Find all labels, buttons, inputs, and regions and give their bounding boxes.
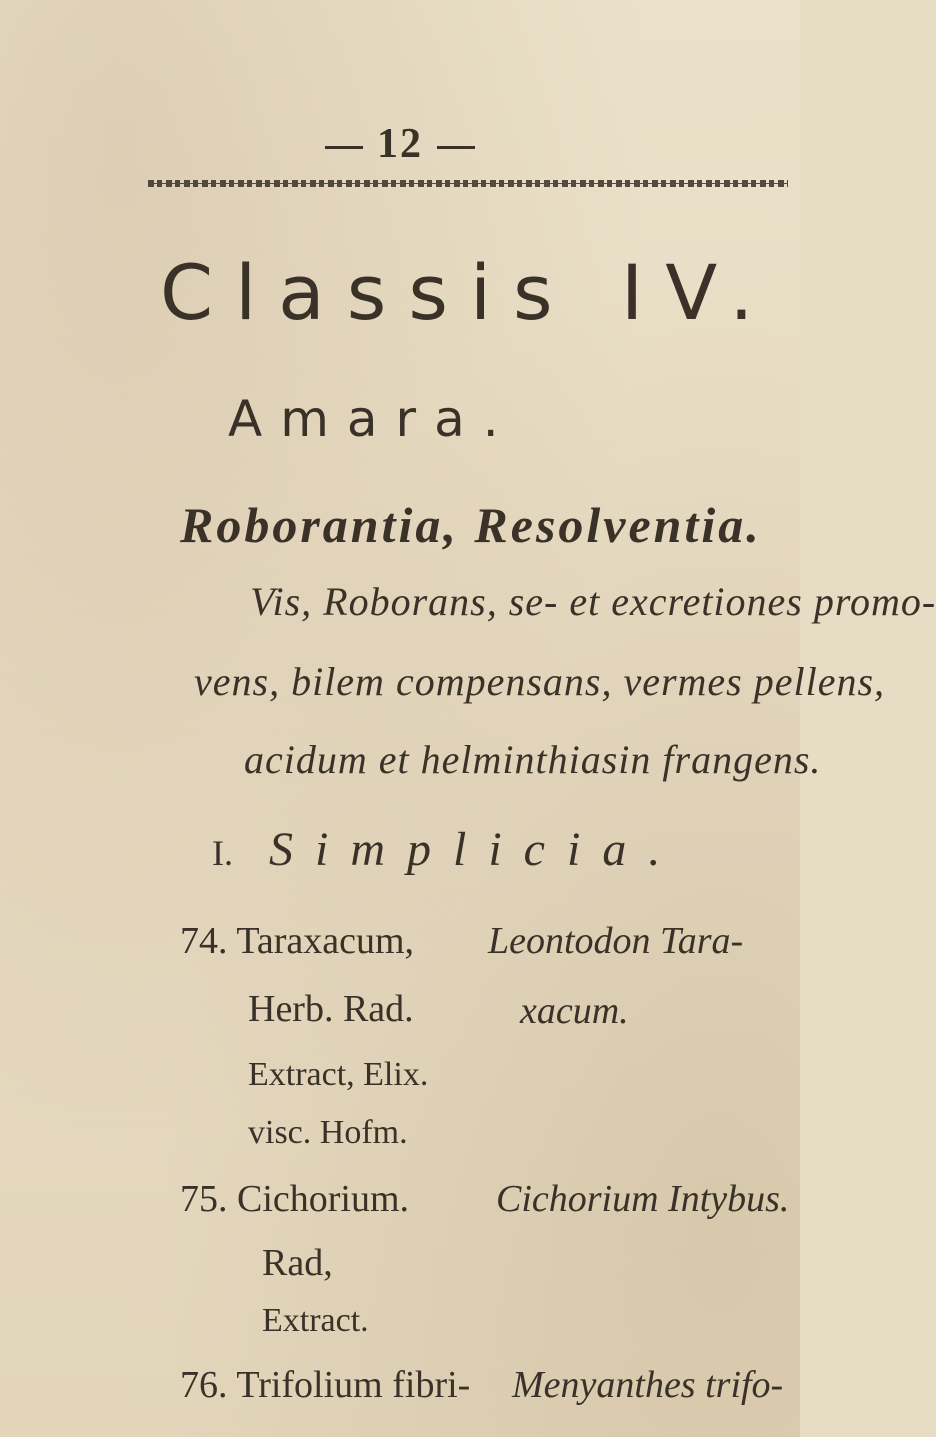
subsection-number: I. <box>212 833 233 873</box>
entry-75-line: Extract. <box>262 1302 369 1339</box>
subsection-heading <box>212 823 683 876</box>
ornamental-rule <box>148 180 788 187</box>
entry-74-line: Extract, Elix. <box>248 1056 429 1093</box>
entry-75-latin: Cichorium Intybus. <box>496 1178 790 1220</box>
entry-74-line: Herb. Rad. <box>248 988 414 1030</box>
entry-75-line: Rad, <box>262 1242 333 1284</box>
entry-74-line: visc. Hofm. <box>248 1114 408 1151</box>
ornament-dash-left <box>325 146 363 149</box>
entry-76-line: 76. Trifolium fibri- <box>180 1364 471 1406</box>
entry-74-latin: xacum. <box>520 990 629 1032</box>
class-title: Classis IV. <box>160 248 776 337</box>
ornament-dash-right <box>437 146 475 149</box>
section-heading: Roborantia, Resolventia. <box>180 497 762 553</box>
class-subtitle: Amara. <box>228 390 517 448</box>
description-line: acidum et helminthiasin frangens. <box>244 737 822 782</box>
entry-76-latin: Menyanthes trifo- <box>512 1364 784 1406</box>
page-number-line <box>0 120 800 168</box>
entry-75-line: 75. Cichorium. <box>180 1178 410 1220</box>
entry-74-latin: Leontodon Tara- <box>488 920 744 962</box>
entry-74-line: 74. Taraxacum, <box>180 920 415 962</box>
description-line: Vis, Roborans, se- et excretiones promo- <box>250 579 936 624</box>
page-number: 12 <box>377 121 423 167</box>
description-line: vens, bilem compensans, vermes pellens, <box>194 659 886 704</box>
subsection-title: Simplicia. <box>269 823 683 876</box>
